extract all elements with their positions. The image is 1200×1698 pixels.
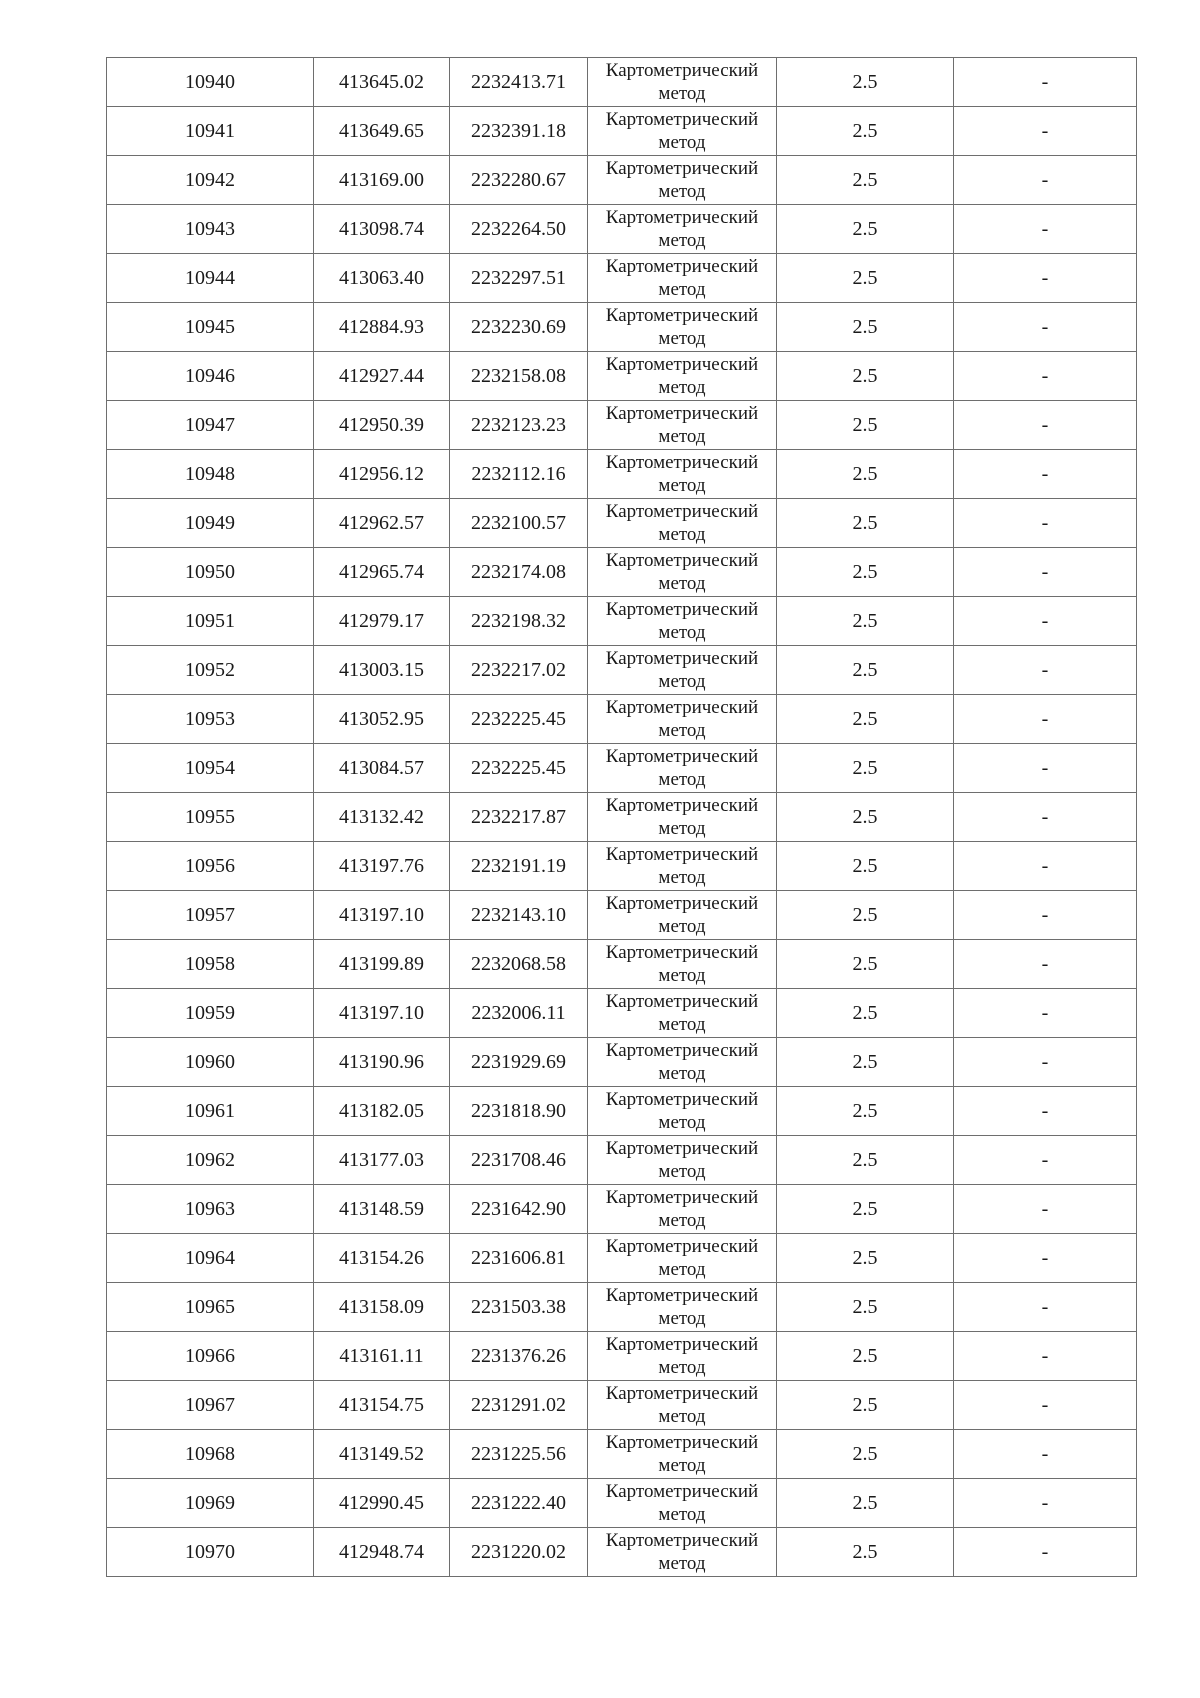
table-row <box>107 254 1137 303</box>
method-cell <box>588 695 777 744</box>
method-line-1: Картометрический <box>605 697 759 718</box>
method-line-1: Картометрический <box>605 942 759 963</box>
y-coordinate-cell: 2232280.67 <box>450 156 588 205</box>
point-number-cell: 10964 <box>107 1234 314 1283</box>
coordinates-table <box>106 57 1137 1577</box>
x-coordinate-cell: 413190.96 <box>314 1038 450 1087</box>
y-coordinate-cell: 2231376.26 <box>450 1332 588 1381</box>
accuracy-cell: 2.5 <box>777 1381 954 1430</box>
y-coordinate-cell: 2231818.90 <box>450 1087 588 1136</box>
method-cell <box>588 499 777 548</box>
point-number-cell: 10956 <box>107 842 314 891</box>
y-coordinate-cell: 2232217.87 <box>450 793 588 842</box>
description-cell: - <box>954 646 1137 695</box>
accuracy-cell: 2.5 <box>777 597 954 646</box>
y-coordinate-cell: 2232391.18 <box>450 107 588 156</box>
x-coordinate-cell: 412948.74 <box>314 1528 450 1577</box>
x-coordinate-cell: 412927.44 <box>314 352 450 401</box>
x-coordinate-cell: 413158.09 <box>314 1283 450 1332</box>
description-cell: - <box>954 303 1137 352</box>
point-number-cell: 10940 <box>107 58 314 107</box>
x-coordinate-cell: 413197.10 <box>314 891 450 940</box>
y-coordinate-cell: 2232112.16 <box>450 450 588 499</box>
method-cell <box>588 646 777 695</box>
accuracy-cell: 2.5 <box>777 450 954 499</box>
point-number-cell: 10966 <box>107 1332 314 1381</box>
point-number-cell: 10941 <box>107 107 314 156</box>
table-row <box>107 597 1137 646</box>
method-line-1: Картометрический <box>605 844 759 865</box>
method-line-2: метод <box>658 965 706 986</box>
method-line-2: метод <box>658 377 706 398</box>
point-number-cell: 10955 <box>107 793 314 842</box>
method-line-1: Картометрический <box>605 1481 759 1502</box>
point-number-cell: 10943 <box>107 205 314 254</box>
method-cell <box>588 254 777 303</box>
table-row <box>107 499 1137 548</box>
point-number-cell: 10963 <box>107 1185 314 1234</box>
description-cell: - <box>954 254 1137 303</box>
y-coordinate-cell: 2232158.08 <box>450 352 588 401</box>
accuracy-cell: 2.5 <box>777 695 954 744</box>
y-coordinate-cell: 2232217.02 <box>450 646 588 695</box>
accuracy-cell: 2.5 <box>777 548 954 597</box>
description-cell: - <box>954 499 1137 548</box>
x-coordinate-cell: 412962.57 <box>314 499 450 548</box>
method-line-2: метод <box>658 671 706 692</box>
method-line-2: метод <box>658 1161 706 1182</box>
x-coordinate-cell: 412990.45 <box>314 1479 450 1528</box>
point-number-cell: 10952 <box>107 646 314 695</box>
method-cell <box>588 156 777 205</box>
table-row <box>107 107 1137 156</box>
x-coordinate-cell: 413154.75 <box>314 1381 450 1430</box>
table-row <box>107 793 1137 842</box>
point-number-cell: 10968 <box>107 1430 314 1479</box>
y-coordinate-cell: 2232143.10 <box>450 891 588 940</box>
method-line-2: метод <box>658 1112 706 1133</box>
description-cell: - <box>954 1136 1137 1185</box>
method-line-2: метод <box>658 475 706 496</box>
method-cell <box>588 744 777 793</box>
method-cell <box>588 107 777 156</box>
x-coordinate-cell: 412956.12 <box>314 450 450 499</box>
method-line-1: Картометрический <box>605 550 759 571</box>
method-line-2: метод <box>658 1308 706 1329</box>
point-number-cell: 10944 <box>107 254 314 303</box>
method-line-2: метод <box>658 426 706 447</box>
method-line-1: Картометрический <box>605 60 759 81</box>
method-line-1: Картометрический <box>605 893 759 914</box>
method-line-2: метод <box>658 1014 706 1035</box>
accuracy-cell: 2.5 <box>777 58 954 107</box>
x-coordinate-cell: 413003.15 <box>314 646 450 695</box>
table-row <box>107 646 1137 695</box>
description-cell: - <box>954 401 1137 450</box>
method-cell <box>588 1038 777 1087</box>
x-coordinate-cell: 412979.17 <box>314 597 450 646</box>
accuracy-cell: 2.5 <box>777 499 954 548</box>
method-line-2: метод <box>658 1210 706 1231</box>
table-row <box>107 1185 1137 1234</box>
y-coordinate-cell: 2232230.69 <box>450 303 588 352</box>
x-coordinate-cell: 413177.03 <box>314 1136 450 1185</box>
point-number-cell: 10970 <box>107 1528 314 1577</box>
x-coordinate-cell: 413197.10 <box>314 989 450 1038</box>
y-coordinate-cell: 2231225.56 <box>450 1430 588 1479</box>
y-coordinate-cell: 2232123.23 <box>450 401 588 450</box>
point-number-cell: 10954 <box>107 744 314 793</box>
point-number-cell: 10962 <box>107 1136 314 1185</box>
accuracy-cell: 2.5 <box>777 1332 954 1381</box>
method-cell <box>588 1234 777 1283</box>
description-cell: - <box>954 548 1137 597</box>
point-number-cell: 10951 <box>107 597 314 646</box>
description-cell: - <box>954 1283 1137 1332</box>
y-coordinate-cell: 2232174.08 <box>450 548 588 597</box>
method-line-1: Картометрический <box>605 746 759 767</box>
method-line-1: Картометрический <box>605 452 759 473</box>
x-coordinate-cell: 413084.57 <box>314 744 450 793</box>
table-row <box>107 1430 1137 1479</box>
description-cell: - <box>954 1381 1137 1430</box>
table-row <box>107 695 1137 744</box>
y-coordinate-cell: 2231220.02 <box>450 1528 588 1577</box>
x-coordinate-cell: 413645.02 <box>314 58 450 107</box>
table-row <box>107 989 1137 1038</box>
point-number-cell: 10945 <box>107 303 314 352</box>
method-line-2: метод <box>658 279 706 300</box>
description-cell: - <box>954 450 1137 499</box>
method-cell <box>588 1430 777 1479</box>
point-number-cell: 10958 <box>107 940 314 989</box>
y-coordinate-cell: 2232068.58 <box>450 940 588 989</box>
y-coordinate-cell: 2231929.69 <box>450 1038 588 1087</box>
method-line-1: Картометрический <box>605 354 759 375</box>
y-coordinate-cell: 2232100.57 <box>450 499 588 548</box>
description-cell: - <box>954 1430 1137 1479</box>
table-row <box>107 1479 1137 1528</box>
method-line-2: метод <box>658 524 706 545</box>
method-cell <box>588 401 777 450</box>
description-cell: - <box>954 744 1137 793</box>
table-row <box>107 744 1137 793</box>
accuracy-cell: 2.5 <box>777 1528 954 1577</box>
method-cell <box>588 989 777 1038</box>
method-cell <box>588 597 777 646</box>
method-line-2: метод <box>658 1455 706 1476</box>
table-row <box>107 842 1137 891</box>
method-cell <box>588 1087 777 1136</box>
accuracy-cell: 2.5 <box>777 1479 954 1528</box>
method-line-2: метод <box>658 867 706 888</box>
description-cell: - <box>954 940 1137 989</box>
point-number-cell: 10969 <box>107 1479 314 1528</box>
method-cell <box>588 793 777 842</box>
table-row <box>107 1332 1137 1381</box>
x-coordinate-cell: 413169.00 <box>314 156 450 205</box>
description-cell: - <box>954 1528 1137 1577</box>
method-line-1: Картометрический <box>605 1432 759 1453</box>
table-row <box>107 450 1137 499</box>
description-cell: - <box>954 1185 1137 1234</box>
method-cell <box>588 1528 777 1577</box>
x-coordinate-cell: 413148.59 <box>314 1185 450 1234</box>
x-coordinate-cell: 412884.93 <box>314 303 450 352</box>
accuracy-cell: 2.5 <box>777 156 954 205</box>
accuracy-cell: 2.5 <box>777 842 954 891</box>
table-row <box>107 891 1137 940</box>
method-line-2: метод <box>658 181 706 202</box>
point-number-cell: 10965 <box>107 1283 314 1332</box>
method-cell <box>588 450 777 499</box>
x-coordinate-cell: 413149.52 <box>314 1430 450 1479</box>
method-line-2: метод <box>658 573 706 594</box>
y-coordinate-cell: 2232297.51 <box>450 254 588 303</box>
description-cell: - <box>954 1087 1137 1136</box>
description-cell: - <box>954 695 1137 744</box>
accuracy-cell: 2.5 <box>777 891 954 940</box>
method-line-1: Картометрический <box>605 599 759 620</box>
x-coordinate-cell: 412950.39 <box>314 401 450 450</box>
method-line-2: метод <box>658 818 706 839</box>
x-coordinate-cell: 413197.76 <box>314 842 450 891</box>
method-cell <box>588 352 777 401</box>
y-coordinate-cell: 2232225.45 <box>450 744 588 793</box>
accuracy-cell: 2.5 <box>777 1087 954 1136</box>
point-number-cell: 10948 <box>107 450 314 499</box>
description-cell: - <box>954 989 1137 1038</box>
accuracy-cell: 2.5 <box>777 205 954 254</box>
point-number-cell: 10949 <box>107 499 314 548</box>
point-number-cell: 10950 <box>107 548 314 597</box>
y-coordinate-cell: 2232264.50 <box>450 205 588 254</box>
method-line-1: Картометрический <box>605 991 759 1012</box>
table-row <box>107 1234 1137 1283</box>
accuracy-cell: 2.5 <box>777 1136 954 1185</box>
table-row <box>107 303 1137 352</box>
table-row <box>107 940 1137 989</box>
table-row <box>107 1038 1137 1087</box>
method-line-2: метод <box>658 1259 706 1280</box>
point-number-cell: 10953 <box>107 695 314 744</box>
accuracy-cell: 2.5 <box>777 646 954 695</box>
method-line-2: метод <box>658 1553 706 1574</box>
method-line-1: Картометрический <box>605 501 759 522</box>
description-cell: - <box>954 891 1137 940</box>
method-line-2: метод <box>658 328 706 349</box>
x-coordinate-cell: 413182.05 <box>314 1087 450 1136</box>
method-line-2: метод <box>658 1504 706 1525</box>
method-cell <box>588 548 777 597</box>
method-line-1: Картометрический <box>605 1236 759 1257</box>
description-cell: - <box>954 597 1137 646</box>
y-coordinate-cell: 2232413.71 <box>450 58 588 107</box>
accuracy-cell: 2.5 <box>777 107 954 156</box>
method-line-1: Картометрический <box>605 256 759 277</box>
point-number-cell: 10946 <box>107 352 314 401</box>
x-coordinate-cell: 413063.40 <box>314 254 450 303</box>
method-line-1: Картометрический <box>605 1040 759 1061</box>
method-line-1: Картометрический <box>605 403 759 424</box>
point-number-cell: 10957 <box>107 891 314 940</box>
accuracy-cell: 2.5 <box>777 401 954 450</box>
method-line-2: метод <box>658 132 706 153</box>
y-coordinate-cell: 2232198.32 <box>450 597 588 646</box>
method-cell <box>588 940 777 989</box>
description-cell: - <box>954 1234 1137 1283</box>
method-line-1: Картометрический <box>605 1530 759 1551</box>
method-cell <box>588 205 777 254</box>
method-line-1: Картометрический <box>605 109 759 130</box>
y-coordinate-cell: 2232191.19 <box>450 842 588 891</box>
method-cell <box>588 303 777 352</box>
y-coordinate-cell: 2232006.11 <box>450 989 588 1038</box>
method-line-1: Картометрический <box>605 1089 759 1110</box>
x-coordinate-cell: 413132.42 <box>314 793 450 842</box>
description-cell: - <box>954 352 1137 401</box>
accuracy-cell: 2.5 <box>777 1234 954 1283</box>
method-line-1: Картометрический <box>605 795 759 816</box>
description-cell: - <box>954 1038 1137 1087</box>
point-number-cell: 10967 <box>107 1381 314 1430</box>
method-cell <box>588 58 777 107</box>
description-cell: - <box>954 842 1137 891</box>
method-cell <box>588 1332 777 1381</box>
accuracy-cell: 2.5 <box>777 254 954 303</box>
description-cell: - <box>954 156 1137 205</box>
description-cell: - <box>954 107 1137 156</box>
x-coordinate-cell: 413052.95 <box>314 695 450 744</box>
description-cell: - <box>954 793 1137 842</box>
method-line-2: метод <box>658 916 706 937</box>
table-row <box>107 1136 1137 1185</box>
method-cell <box>588 1381 777 1430</box>
method-cell <box>588 891 777 940</box>
y-coordinate-cell: 2232225.45 <box>450 695 588 744</box>
method-line-2: метод <box>658 83 706 104</box>
method-line-2: метод <box>658 1406 706 1427</box>
y-coordinate-cell: 2231503.38 <box>450 1283 588 1332</box>
description-cell: - <box>954 1479 1137 1528</box>
method-line-2: метод <box>658 230 706 251</box>
method-line-2: метод <box>658 622 706 643</box>
method-line-2: метод <box>658 720 706 741</box>
accuracy-cell: 2.5 <box>777 1283 954 1332</box>
x-coordinate-cell: 412965.74 <box>314 548 450 597</box>
method-line-1: Картометрический <box>605 1285 759 1306</box>
accuracy-cell: 2.5 <box>777 793 954 842</box>
method-line-1: Картометрический <box>605 1334 759 1355</box>
method-cell <box>588 1136 777 1185</box>
x-coordinate-cell: 413098.74 <box>314 205 450 254</box>
table-row <box>107 352 1137 401</box>
accuracy-cell: 2.5 <box>777 744 954 793</box>
method-line-2: метод <box>658 1357 706 1378</box>
method-line-1: Картометрический <box>605 1383 759 1404</box>
y-coordinate-cell: 2231708.46 <box>450 1136 588 1185</box>
method-line-1: Картометрический <box>605 1138 759 1159</box>
point-number-cell: 10961 <box>107 1087 314 1136</box>
point-number-cell: 10947 <box>107 401 314 450</box>
accuracy-cell: 2.5 <box>777 940 954 989</box>
table-row <box>107 205 1137 254</box>
x-coordinate-cell: 413161.11 <box>314 1332 450 1381</box>
point-number-cell: 10942 <box>107 156 314 205</box>
point-number-cell: 10959 <box>107 989 314 1038</box>
y-coordinate-cell: 2231606.81 <box>450 1234 588 1283</box>
description-cell: - <box>954 58 1137 107</box>
method-line-1: Картометрический <box>605 1187 759 1208</box>
table-row <box>107 1283 1137 1332</box>
method-line-2: метод <box>658 1063 706 1084</box>
method-cell <box>588 1479 777 1528</box>
table-row <box>107 548 1137 597</box>
x-coordinate-cell: 413649.65 <box>314 107 450 156</box>
method-cell <box>588 1185 777 1234</box>
accuracy-cell: 2.5 <box>777 303 954 352</box>
y-coordinate-cell: 2231222.40 <box>450 1479 588 1528</box>
table-body <box>107 58 1137 1577</box>
y-coordinate-cell: 2231642.90 <box>450 1185 588 1234</box>
method-line-2: метод <box>658 769 706 790</box>
method-line-1: Картометрический <box>605 207 759 228</box>
table-row <box>107 58 1137 107</box>
method-cell <box>588 842 777 891</box>
table-row <box>107 156 1137 205</box>
point-number-cell: 10960 <box>107 1038 314 1087</box>
x-coordinate-cell: 413154.26 <box>314 1234 450 1283</box>
table-row <box>107 1381 1137 1430</box>
table-row <box>107 401 1137 450</box>
method-line-1: Картометрический <box>605 158 759 179</box>
method-line-1: Картометрический <box>605 305 759 326</box>
method-cell <box>588 1283 777 1332</box>
accuracy-cell: 2.5 <box>777 352 954 401</box>
description-cell: - <box>954 1332 1137 1381</box>
table-row <box>107 1087 1137 1136</box>
table-row <box>107 1528 1137 1577</box>
accuracy-cell: 2.5 <box>777 1430 954 1479</box>
x-coordinate-cell: 413199.89 <box>314 940 450 989</box>
accuracy-cell: 2.5 <box>777 989 954 1038</box>
accuracy-cell: 2.5 <box>777 1185 954 1234</box>
y-coordinate-cell: 2231291.02 <box>450 1381 588 1430</box>
method-line-1: Картометрический <box>605 648 759 669</box>
description-cell: - <box>954 205 1137 254</box>
accuracy-cell: 2.5 <box>777 1038 954 1087</box>
